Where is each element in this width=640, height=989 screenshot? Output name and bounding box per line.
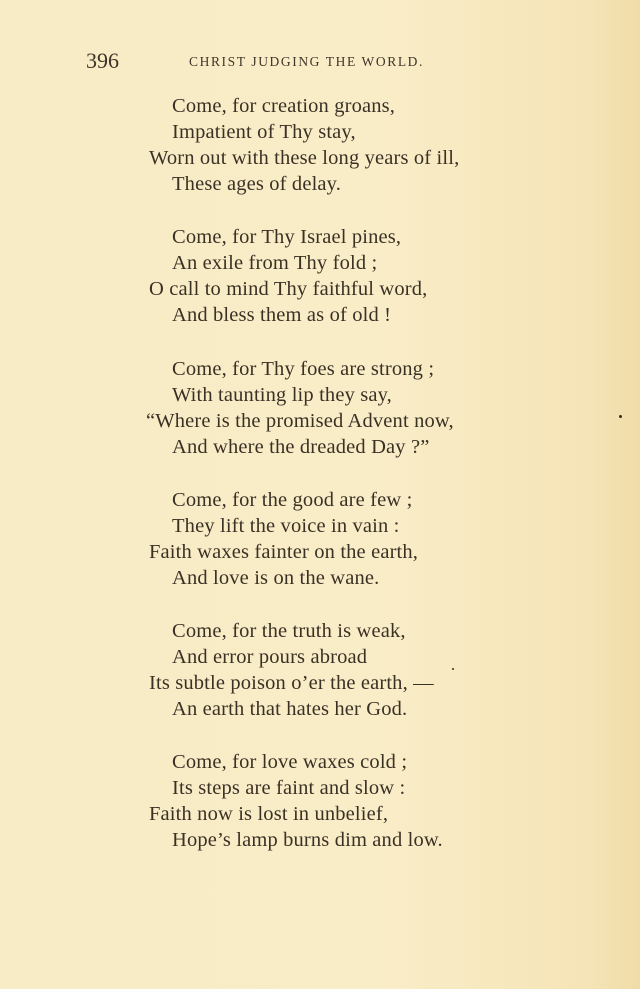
poem-line: Its subtle poison o’er the earth, — bbox=[149, 672, 434, 694]
poem-line: An exile from Thy fold ; bbox=[172, 252, 378, 274]
poem-line: And love is on the wane. bbox=[172, 567, 380, 589]
poem-line: Come, for Thy Israel pines, bbox=[172, 226, 402, 248]
paper-speck bbox=[452, 668, 454, 670]
poem-line: Hope’s lamp burns dim and low. bbox=[172, 829, 443, 851]
poem-line: Faith waxes fainter on the earth, bbox=[149, 541, 419, 563]
poem-line: Come, for love waxes cold ; bbox=[172, 751, 408, 773]
poem-line: Its steps are faint and slow : bbox=[172, 777, 406, 799]
page-number: 396 bbox=[86, 48, 119, 73]
poem-line: Impatient of Thy stay, bbox=[172, 121, 356, 143]
poem-line: Come, for the truth is weak, bbox=[172, 620, 406, 642]
poem-line: “Where is the promised Advent now, bbox=[146, 410, 454, 432]
poem-line: And error pours abroad bbox=[172, 646, 368, 668]
poem-line: Come, for the good are few ; bbox=[172, 489, 413, 511]
poem-line: With taunting lip they say, bbox=[172, 384, 392, 406]
poem-line: These ages of delay. bbox=[172, 173, 342, 195]
poem-line: Come, for Thy foes are strong ; bbox=[172, 358, 435, 380]
poem-line: Come, for creation groans, bbox=[172, 95, 396, 117]
poem-line: Worn out with these long years of ill, bbox=[149, 147, 460, 169]
running-title: CHRIST JUDGING THE WORLD. bbox=[189, 54, 425, 69]
poem-line: O call to mind Thy faithful word, bbox=[149, 278, 428, 300]
page-header bbox=[86, 48, 486, 78]
paper-speck bbox=[619, 415, 622, 418]
poem-line: And where the dreaded Day ?” bbox=[172, 436, 430, 458]
poem-line: They lift the voice in vain : bbox=[172, 515, 400, 537]
poem-line: Faith now is lost in unbelief, bbox=[149, 803, 389, 825]
poem-line: And bless them as of old ! bbox=[172, 304, 392, 326]
poem-line: An earth that hates her God. bbox=[172, 698, 408, 720]
